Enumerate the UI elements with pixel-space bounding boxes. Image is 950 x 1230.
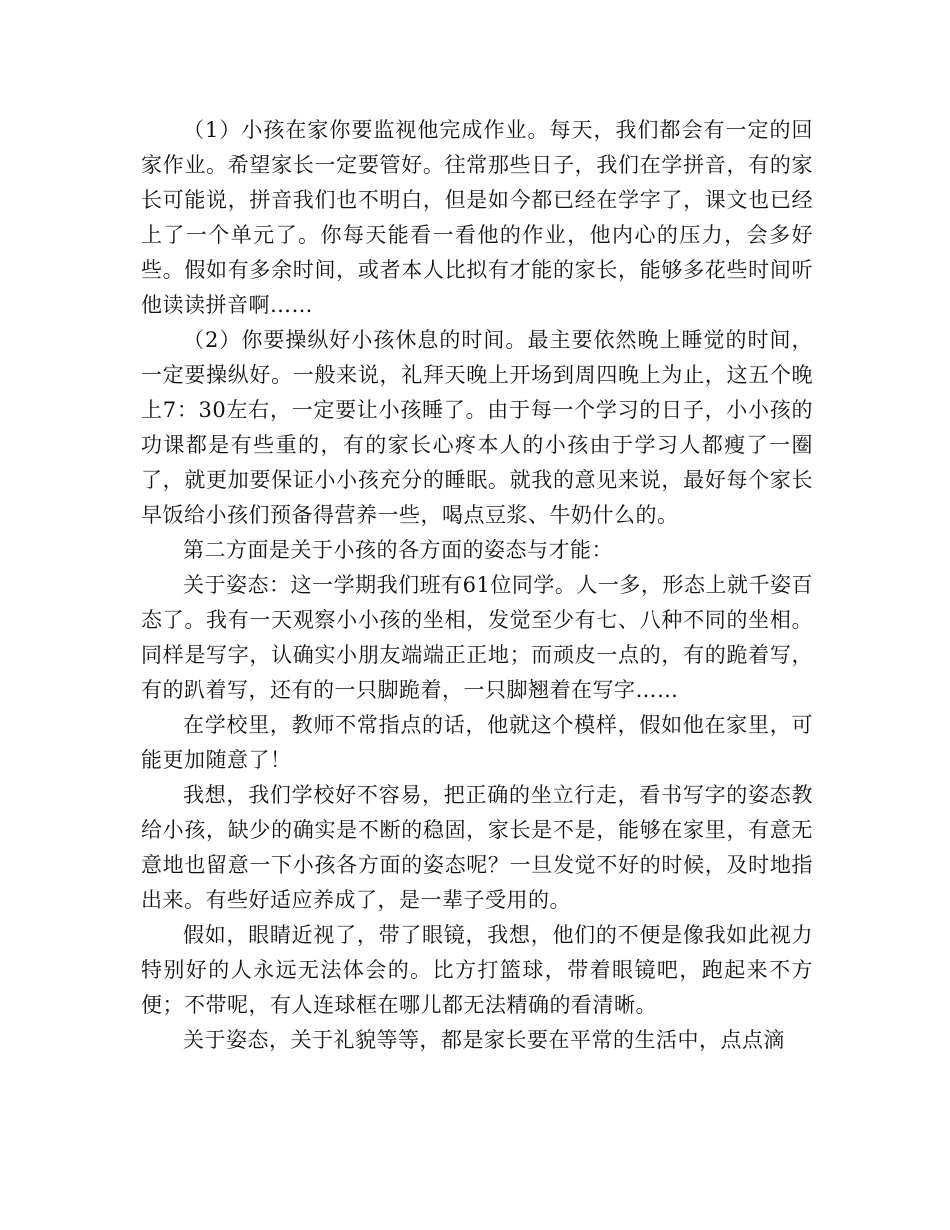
paragraph-consolidation: 我想，我们学校好不容易，把正确的坐立行走，看书写字的姿态教给小孩，缺少的确实是不断的稳固，家长是不是，能够在家里，有意无意地也留意一下小孩各方面的姿态呢？一旦发觉不好的时候，及时地指出来。有些好适应养成了，是一辈子受用的。 [141, 783, 813, 912]
paragraph-rest-time: （2）你要操纵好小孩休息的时间。最主要依然晚上睡觉的时间，一定要操纵好。一般来说，礼拜天晚上开场到周四晚上为止，这五个晚上7：30左右，一定要让小孩睡了。由于每一个学习的日子，小小孩的功课都是有些重的，有的家长心疼本人的小孩由于学习人都瘦了一圈了，就更加要保证小小孩充分的睡眠。就我的意见来说，最好每个家长早饭给小孩们预备得营养一些，喝点豆浆、牛奶什么的。 [141, 328, 813, 527]
paragraph-homework-supervision: （1）小孩在家你要监视他完成作业。每天，我们都会有一定的回家作业。希望家长一定要管好。往常那些日子，我们在学拼音，有的家长可能说，拼音我们也不明白，但是如今都已经在学字了，课文也已经上了一个单元了。你每天能看一看他的作业，他内心的压力，会多好些。假如有多余时间，或者本人比拟有才能的家长，能够多花些时间听他读读拼音啊…… [141, 118, 813, 317]
paragraph-eyesight: 假如，眼睛近视了，带了眼镜，我想，他们的不便是像我如此视力特别好的人永远无法体会的。比方打篮球，带着眼镜吧，跑起来不方便；不带呢，有人连球框在哪儿都无法精确的看清晰。 [141, 923, 813, 1017]
paragraph-at-school: 在学校里，教师不常指点的话，他就这个模样，假如他在家里，可能更加随意了！ [141, 713, 813, 772]
paragraph-posture: 关于姿态：这一学期我们班有61位同学。人一多，形态上就千姿百态了。我有一天观察小小孩的坐相，发觉至少有七、八种不同的坐相。同样是写字，认确实小朋友端端正正地；而顽皮一点的，有的跪着写，有的趴着写，还有的一只脚跪着，一只脚翘着在写字…… [141, 573, 813, 702]
document-body [141, 113, 813, 1058]
paragraph-section-heading: 第二方面是关于小孩的各方面的姿态与才能： [183, 538, 613, 562]
paragraph-manners: 关于姿态，关于礼貌等等，都是家长要在平常的生活中，点点滴 [183, 1028, 785, 1052]
